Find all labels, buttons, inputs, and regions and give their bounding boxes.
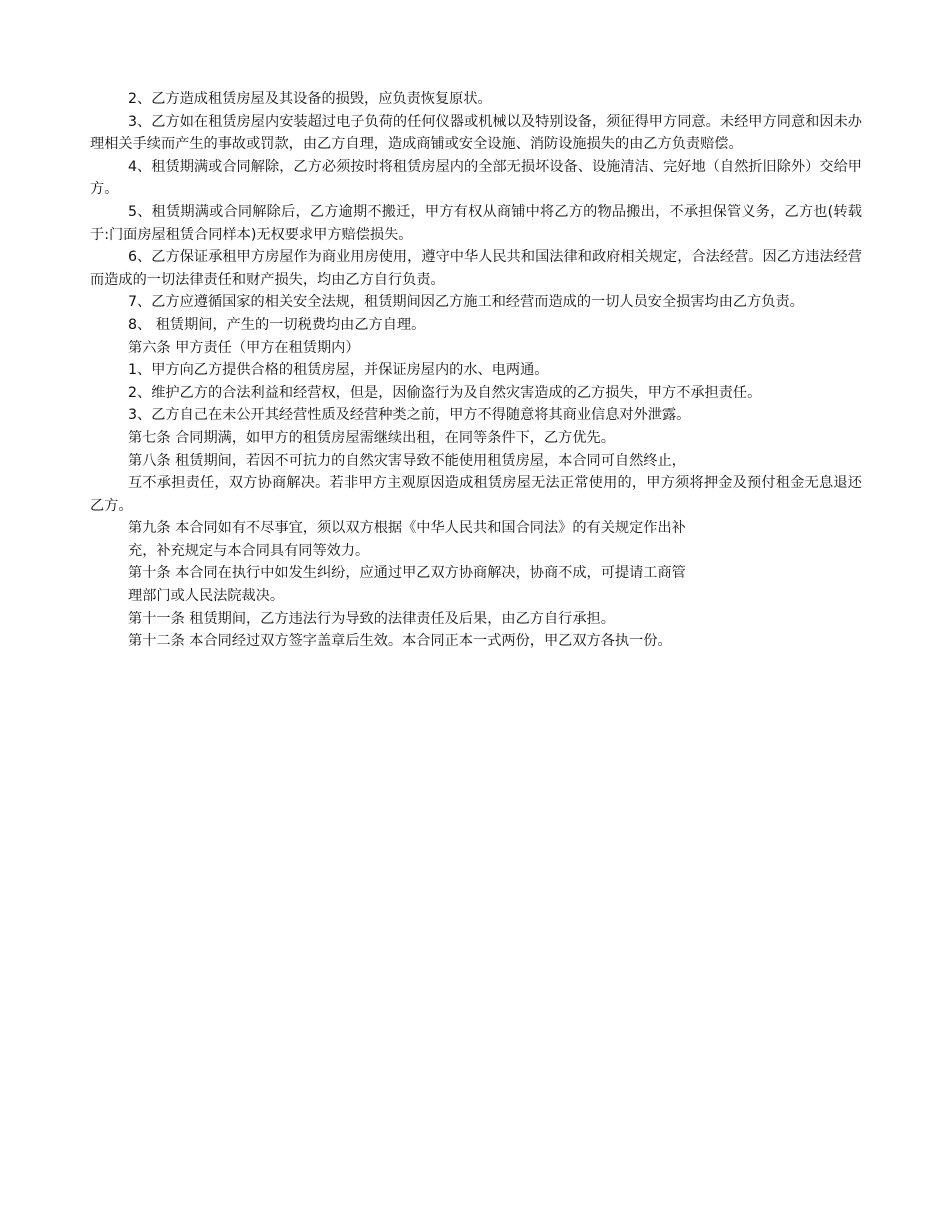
article-10-continuation: 理部门或人民法院裁决。 <box>128 588 285 605</box>
paragraph-clause-7: 7、乙方应遵循国家的相关安全法规，租赁期间因乙方施工和经营而造成的一切人员安全损害均由乙方负责。 <box>128 294 804 311</box>
article-7: 第七条 合同期满，如甲方的租赁房屋需继续出租，在同等条件下，乙方优先。 <box>128 429 615 446</box>
paragraph-clause-4: 4、租赁期满或合同解除，乙方必须按时将租赁房屋内的全部无损坏设备、设施清洁、完好地（自然折旧除外）交给甲方。 <box>90 158 862 198</box>
article-12: 第十二条 本合同经过双方签字盖章后生效。本合同正本一式两份，甲乙双方各执一份。 <box>128 633 672 650</box>
paragraph-clause-5: 5、租赁期满或合同解除后，乙方逾期不搬迁，甲方有权从商铺中将乙方的物品搬出，不承担保管义务，乙方也(转载于:门面房屋租赁合同样本)无权要求甲方赔偿损失。 <box>90 203 862 243</box>
article-6-heading: 第六条 甲方责任（甲方在租赁期内） <box>128 339 360 356</box>
paragraph-clause-2: 2、乙方造成租赁房屋及其设备的损毁，应负责恢复原状。 <box>128 91 492 107</box>
paragraph-clause-6: 6、乙方保证承租甲方房屋作为商业用房使用，遵守中华人民共和国法律和政府相关规定，合法经营。因乙方违法经营而造成的一切法律责任和财产损失，均由乙方自行负责。 <box>90 249 862 288</box>
paragraph-article-6-item-3: 3、乙方自己在未公开其经营性质及经营种类之前，甲方不得随意将其商业信息对外泄露。 <box>128 407 691 424</box>
contract-body <box>90 88 862 653</box>
paragraph-clause-8: 8、 租赁期间，产生的一切税费均由乙方自理。 <box>128 316 426 333</box>
article-10: 第十条 本合同在执行中如发生纠纷，应通过甲乙双方协商解决，协商不成，可提请工商管 <box>128 565 686 582</box>
article-11: 第十一条 租赁期间，乙方违法行为导致的法律责任及后果，由乙方自行承担。 <box>128 610 615 627</box>
paragraph-article-6-item-1: 1、甲方向乙方提供合格的租赁房屋，并保证房屋内的水、电两通。 <box>128 362 549 379</box>
article-8-continuation: 互不承担责任，双方协商解决。若非甲方主观原因造成租赁房屋无法正常使用的，甲方须将押金及预付租金无息退还乙方。 <box>90 475 862 514</box>
paragraph-article-6-item-2: 2、维护乙方的合法利益和经营权，但是，因偷盗行为及自然灾害造成的乙方损失，甲方不承担责任。 <box>128 384 762 401</box>
article-9: 第九条 本合同如有不尽事宜，须以双方根据《中华人民共和国合同法》的有关规定作出补 <box>128 520 686 537</box>
article-8: 第八条 租赁期间，若因不可抗力的自然灾害导致不能使用租赁房屋，本合同可自然终止， <box>128 452 686 469</box>
paragraph-clause-3: 3、乙方如在租赁房屋内安装超过电子负荷的任何仪器或机械以及特别设备，须征得甲方同意。未经甲方同意和因未办理相关手续而产生的事故或罚款，由乙方自理，造成商铺或安全设施、消防设施损失的由乙方负责赔偿。 <box>90 113 862 153</box>
article-9-continuation: 充，补充规定与本合同具有同等效力。 <box>128 542 370 559</box>
